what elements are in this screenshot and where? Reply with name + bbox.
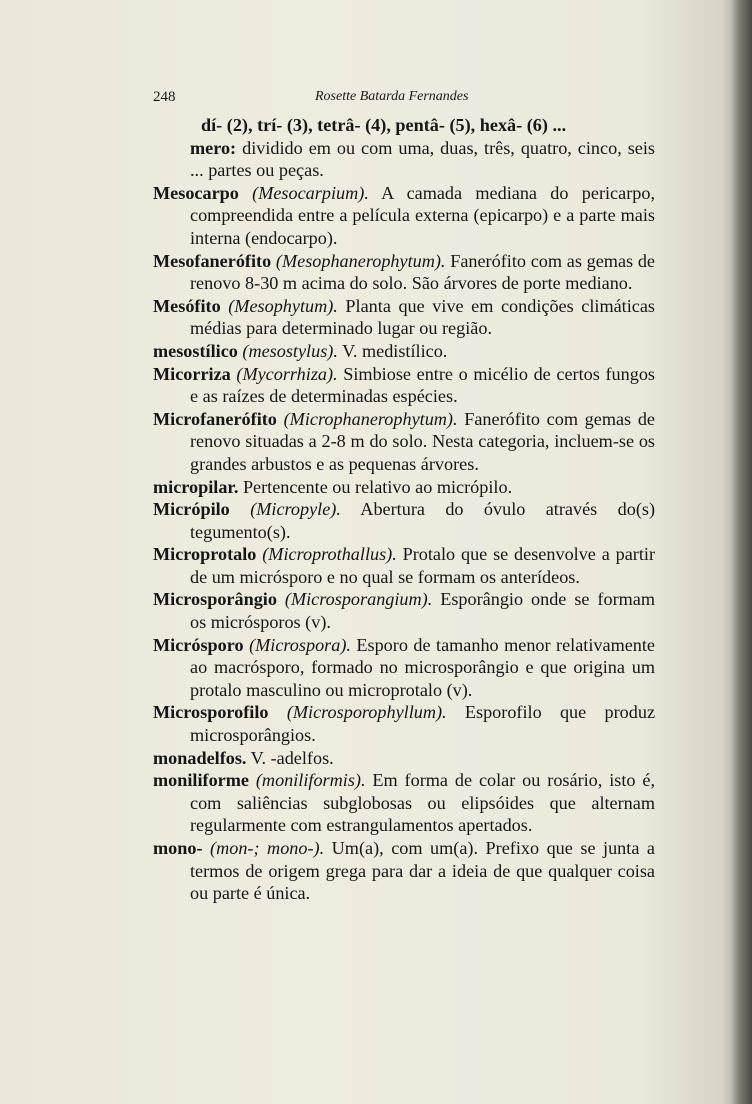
- running-title: Rosette Batarda Fernandes: [315, 89, 469, 104]
- glossary-entry: [153, 747, 655, 770]
- entry-definition: Fanerófito com as gemas de renovo 8-30 m acima do solo. São árvores de porte mediano.: [190, 250, 655, 294]
- entry-definition: Pertencente ou relativo ao micrópilo.: [238, 476, 513, 497]
- glossary-entry: [153, 340, 655, 363]
- entry-definition: Um(a), com um(a). Prefixo que se junta a termos de origem grega para dar a ideia de que qualquer coisa ou parte é única.: [190, 838, 655, 904]
- entry-headword: Mesocarpo: [153, 182, 239, 203]
- page-header: [153, 89, 633, 109]
- entry-definition: dividido em ou com uma, duas, três, quatro, cinco, seis ... partes ou peças.: [190, 137, 655, 181]
- glossary-entry: [153, 588, 655, 633]
- entry-headword: mono-: [153, 838, 203, 858]
- entry-latin: (Mesophytum).: [228, 295, 338, 316]
- glossary-entry: [153, 408, 655, 476]
- entry-definition: Esporo de tamanho menor relativamente ao macrósporo, formado no microsporângio e que origina um protalo masculino ou microprotalo (v).: [190, 634, 656, 700]
- book-spine-shadow: [730, 0, 752, 1104]
- entry-latin: (Microprothallus).: [262, 544, 397, 565]
- entry-headword: Microfanerófito: [153, 408, 277, 429]
- entry-definition: Simbiose entre o micélio de certos fungos e as raízes de determinadas espécies.: [190, 363, 655, 407]
- glossary-entry: [153, 837, 655, 905]
- glossary-entries: [153, 114, 655, 905]
- entry-headword: Microsporângio: [153, 589, 277, 610]
- page-number: 248: [153, 89, 176, 105]
- glossary-entry: [153, 182, 655, 250]
- entry-headword: mesostílico: [153, 340, 238, 361]
- entry-definition: Fanerófito com gemas de renovo situadas a 2-8 m do solo. Nesta categoria, incluem-se os grandes arbustos e as pequenas árvores.: [190, 408, 655, 474]
- glossary-entry: [153, 476, 655, 499]
- entry-definition: V. medistílico.: [337, 340, 448, 361]
- entry-latin: (Mycorrhiza).: [236, 363, 338, 384]
- entry-headword: Micorriza: [153, 363, 231, 384]
- glossary-entry: [153, 498, 655, 543]
- entry-latin: (mesostylus).: [242, 340, 338, 361]
- entry-definition: Em forma de colar ou rosário, isto é, com saliências subglobosas ou elipsóides que alternam regularmente com estrangulamentos apertados.: [190, 770, 656, 836]
- entry-headword: moniliforme: [153, 770, 249, 791]
- entry-latin: (Mesophanerophytum).: [275, 250, 446, 271]
- entry-headword: Mesófito: [153, 295, 221, 316]
- entry-definition: Protalo que se desenvolve a partir de um micrósporo e no qual se formam os anterídeos.: [190, 544, 655, 587]
- glossary-entry: [153, 634, 655, 702]
- glossary-entry: [153, 769, 655, 837]
- entry-headword: micropilar.: [153, 476, 239, 497]
- glossary-entry: [153, 701, 655, 746]
- entry-headword: Mesofanerófito: [153, 250, 272, 271]
- glossary-entry: [153, 543, 655, 588]
- entry-latin: (Micropyle).: [250, 499, 341, 520]
- entry-latin: (moniliformis).: [255, 770, 366, 791]
- glossary-entry: [153, 363, 655, 408]
- entry-headword: Micrósporo: [153, 634, 244, 655]
- entry-latin: (mon-; mono-).: [210, 838, 325, 858]
- entry-latin: (Microsporangium).: [284, 589, 433, 610]
- entry-headword: Microprotalo: [153, 544, 257, 565]
- entry-definition: V. -adelfos.: [246, 747, 334, 768]
- entry-definition: Planta que vive em condições climáticas médias para determinado lugar ou região.: [190, 295, 656, 339]
- entry-headword: mero:: [190, 137, 237, 158]
- entry-headword: Micrópilo: [153, 499, 230, 520]
- glossary-entry: [153, 295, 655, 340]
- entry-headword: monadelfos.: [153, 747, 247, 768]
- entry-latin: (Microsporophyllum).: [286, 702, 447, 723]
- entry-definition: Esporângio onde se formam os micrósporos (v).: [190, 589, 656, 633]
- entry-headword: dí- (2), trí- (3), tetrâ- (4), pentâ- (5), hexâ- (6) ...: [201, 115, 567, 135]
- glossary-entry: [153, 250, 655, 295]
- entry-definition: Abertura do óvulo através do(s) tegumento(s).: [190, 499, 656, 542]
- entry-definition: Esporofilo que produz microsporângios.: [190, 702, 656, 746]
- entry-latin: (Microphanerophytum).: [283, 408, 458, 429]
- glossary-entry: [153, 137, 655, 182]
- entry-latin: (Mesocarpium).: [252, 182, 369, 203]
- entry-definition: A camada mediana do pericarpo, compreendida entre a película externa (epicarpo) e a parte mais interna (endocarpo).: [190, 182, 655, 248]
- glossary-entry: [153, 114, 655, 137]
- entry-headword: Microsporofilo: [153, 702, 269, 723]
- entry-latin: (Microspora).: [249, 634, 351, 655]
